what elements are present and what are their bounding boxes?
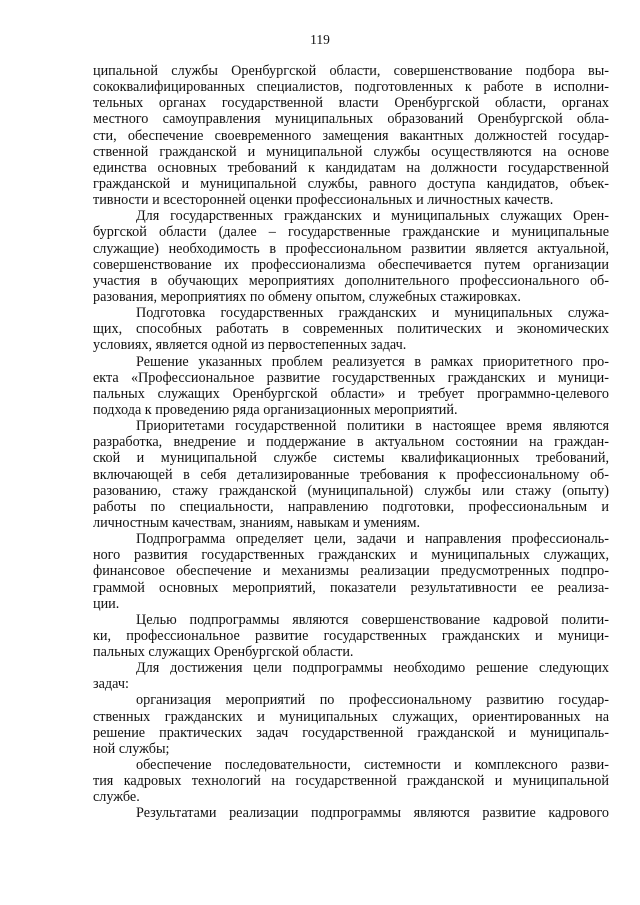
text-line: решение практических задач государственной гражданской и муниципаль- — [93, 724, 609, 741]
text-line: пальных служащих Оренбургской области. — [93, 644, 354, 661]
text-line: Подготовка государственных гражданских и муниципальных служа- — [136, 305, 609, 322]
text-line: тия кадровых технологий на государственной гражданской и муниципальной — [93, 773, 609, 790]
text-line: обеспечение последовательности, системности и комплексного разви- — [136, 757, 609, 774]
text-line: разработка, внедрение и поддержание в актуальном состоянии на граждан- — [93, 434, 609, 451]
text-line: ственной гражданской и муниципальной службы осуществляются на основе — [93, 143, 609, 160]
text-line: подхода к проведению ряда организационных мероприятий. — [93, 401, 458, 418]
text-line: гражданской и муниципальной службы, равного доступа кандидатов, объек- — [93, 175, 609, 192]
text-line: организация мероприятий по профессиональному развитию государ- — [136, 692, 609, 709]
text-line: бургской области (далее – государственные гражданские и муниципальные — [93, 224, 609, 241]
text-line: ственных гражданских и муниципальных служащих, ориентированных на — [93, 708, 609, 725]
text-line: совершенствование их профессионализма обеспечивается путем организации — [93, 256, 609, 273]
text-line: щих, способных работать в современных политических и экономических — [93, 321, 609, 338]
text-line: Для государственных гражданских и муниципальных служащих Орен- — [136, 208, 609, 225]
text-line: ции. — [93, 595, 120, 612]
text-line: службе. — [93, 789, 140, 806]
text-line: тельных органах государственной власти Оренбургской области, органах — [93, 95, 609, 112]
text-line: Решение указанных проблем реализуется в рамках приоритетного про- — [136, 353, 609, 370]
text-line: ного развития государственных гражданских и муниципальных служащих, — [93, 547, 609, 564]
text-line: разованию, стажу гражданской (муниципальной) службы или стажу (опыту) — [93, 482, 609, 499]
text-line: ной службы; — [93, 740, 170, 757]
text-line: единства основных требований к кандидатам на должности государственной — [93, 159, 609, 176]
text-line: включающей в себя детализированные требования к профессиональному об- — [93, 466, 609, 483]
text-line: сококвалифицированных специалистов, подготовленных к работе в исполни- — [93, 79, 609, 96]
page-number: 119 — [310, 32, 330, 47]
text-line: граммой основных мероприятий, показатели результативности ее реализа- — [93, 579, 609, 596]
text-line: личностным качествам, знаниям, навыкам и умениям. — [93, 514, 421, 531]
text-line: разования, мероприятиях по обмену опытом, служебных стажировках. — [93, 288, 521, 305]
text-line: ской и муниципальной службе системы квалификационных требований, — [93, 450, 609, 467]
text-line: сти, обеспечение своевременного замещения вакантных должностей государ- — [93, 127, 609, 144]
text-line: Целью подпрограммы являются совершенствование кадровой полити- — [136, 611, 609, 628]
text-line: тивности и всесторонней оценки профессиональных и личностных качеств. — [93, 192, 554, 209]
text-line: ки, профессиональное развитие государственных гражданских и муници- — [93, 627, 609, 644]
text-line: служащие) необходимость в профессиональном развитии является актуальной, — [93, 240, 609, 257]
document-body — [93, 63, 609, 822]
text-line: финансовое обеспечение и механизмы реализации предусмотренных подпро- — [93, 563, 609, 580]
text-line: участия в обучающих мероприятиях дополнительного профессионального об- — [93, 272, 609, 289]
text-line: ципальной службы Оренбургской области, совершенствование подбора вы- — [93, 63, 609, 79]
text-line: работы по специальности, направлению подготовки, профессиональным и — [93, 498, 609, 515]
text-line: Подпрограмма определяет цели, задачи и направления профессиональ- — [136, 531, 609, 548]
text-line: екта «Профессиональное развитие государственных гражданских и муници- — [93, 369, 609, 386]
text-line: Для достижения цели подпрограммы необходимо решение следующих — [136, 660, 609, 677]
text-line: Приоритетами государственной политики в настоящее время являются — [136, 418, 609, 435]
text-line: условиях, является одной из первостепенных задач. — [93, 337, 407, 354]
text-line: задач: — [93, 676, 129, 693]
text-line: местного самоуправления муниципальных образований Оренбургской обла- — [93, 111, 609, 128]
text-line: пальных служащих Оренбургской области» и требует программно-целевого — [93, 385, 609, 402]
text-line: Результатами реализации подпрограммы являются развитие кадрового — [136, 805, 609, 822]
